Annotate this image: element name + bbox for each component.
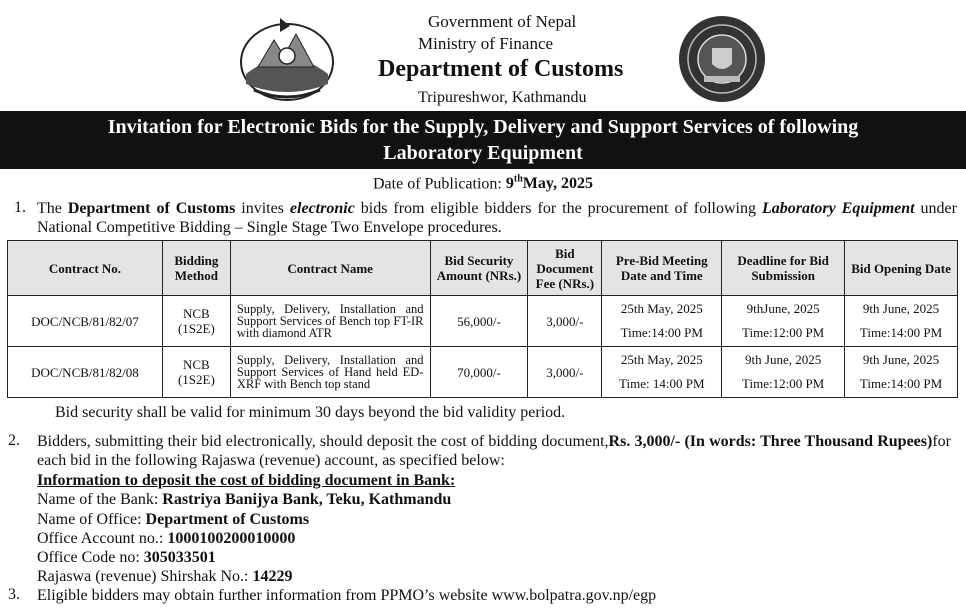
clause-1-department: Department of Customs bbox=[67, 200, 236, 217]
department-name: Department of Customs bbox=[378, 56, 624, 82]
account-label: Office Account no.: bbox=[37, 529, 168, 547]
document-fee-cell: 3,000/- bbox=[528, 347, 602, 398]
bank-info-title: Information to deposit the cost of bidding document in Bank: bbox=[37, 472, 456, 489]
clause-1-number: 1. bbox=[14, 199, 26, 216]
clause-2-amount: Rs. 3,000/- (In words: Three Thousand Rupees) bbox=[608, 433, 933, 450]
bid-validity-note: Bid security shall be valid for minimum 30 days beyond the bid validity period. bbox=[55, 404, 566, 421]
col-header: Bid Document Fee (NRs.) bbox=[528, 241, 602, 296]
bid-schedule-table bbox=[7, 240, 958, 398]
clause-3-text: Eligible bidders may obtain further information from PPMO’s website www.bolpatra.gov.np/egp bbox=[37, 587, 657, 604]
col-header: Contract No. bbox=[8, 241, 163, 296]
bank-name-line bbox=[37, 490, 455, 509]
col-header: Bid Opening Date bbox=[845, 241, 958, 296]
office-location: Tripureshwor, Kathmandu bbox=[418, 89, 587, 106]
shirshak-label: Rajaswa (revenue) Shirshak No.: bbox=[37, 568, 253, 586]
clause-1-part: bids from eligible bidders for the procurement of following bbox=[354, 200, 762, 217]
opening-cell bbox=[845, 347, 958, 398]
publication-month: May, 2025 bbox=[522, 175, 593, 193]
table-header-row bbox=[8, 241, 958, 296]
prebid-cell bbox=[602, 296, 722, 347]
deadline-cell bbox=[722, 347, 845, 398]
prebid-time: Time:14:00 PM bbox=[620, 325, 703, 340]
bid-security-cell: 56,000/- bbox=[430, 296, 528, 347]
contract-no-cell: DOC/NCB/81/82/07 bbox=[8, 296, 163, 347]
shirshak-line bbox=[37, 567, 455, 586]
nepal-emblem-icon bbox=[236, 12, 338, 104]
publication-day: 9 bbox=[505, 175, 514, 193]
bank-name-label: Name of the Bank: bbox=[37, 491, 163, 509]
clause-1-text bbox=[37, 199, 957, 237]
opening-date: 9th June, 2025 bbox=[862, 352, 940, 367]
clause-2-part: Bidders, submitting their bid electronically, should deposit the cost of bidding document, bbox=[37, 433, 609, 450]
ministry-name: Ministry of Finance bbox=[418, 34, 554, 53]
customs-seal-icon bbox=[674, 14, 770, 104]
prebid-date: 25th May, 2025 bbox=[620, 352, 703, 367]
opening-date: 9th June, 2025 bbox=[862, 301, 940, 316]
deadline-date: 9th June, 2025 bbox=[745, 352, 822, 367]
opening-time: Time:14:00 PM bbox=[859, 325, 943, 340]
opening-time: Time:14:00 PM bbox=[859, 376, 943, 391]
opening-cell bbox=[845, 296, 958, 347]
title-line-2: Laboratory Equipment bbox=[383, 142, 583, 164]
bank-info-block bbox=[37, 471, 455, 587]
document-fee-cell: 3,000/- bbox=[528, 296, 602, 347]
publication-date bbox=[0, 174, 966, 193]
col-header: Pre-Bid Meeting Date and Time bbox=[602, 241, 722, 296]
clause-3-number: 3. bbox=[8, 586, 20, 603]
prebid-date: 25th May, 2025 bbox=[620, 301, 703, 316]
account-line bbox=[37, 529, 455, 548]
bank-name-value: Rastriya Banijya Bank, Teku, Kathmandu bbox=[162, 491, 452, 509]
bidding-method-cell: NCB (1S2E) bbox=[162, 296, 230, 347]
col-header: Bid Security Amount (NRs.) bbox=[430, 241, 528, 296]
clause-1-equipment: Laboratory Equipment bbox=[761, 200, 915, 217]
table-row bbox=[8, 347, 958, 398]
clause-1-electronic: electronic bbox=[289, 200, 355, 217]
publication-prefix: Date of Publication: bbox=[373, 175, 506, 193]
office-name-value: Department of Customs bbox=[145, 510, 310, 528]
shirshak-value: 14229 bbox=[252, 568, 293, 586]
prebid-time: Time: 14:00 PM bbox=[619, 376, 705, 391]
office-name-line bbox=[37, 510, 455, 529]
title-line-1: Invitation for Electronic Bids for the Supply, Delivery and Support Services of following bbox=[107, 116, 859, 138]
col-header: Deadline for Bid Submission bbox=[722, 241, 845, 296]
title-banner bbox=[0, 111, 966, 169]
office-code-value: 305033501 bbox=[143, 549, 216, 567]
office-name-label: Name of Office: bbox=[37, 510, 146, 528]
clause-2-text bbox=[37, 432, 951, 470]
clause-2-number: 2. bbox=[8, 432, 20, 449]
clause-1-part: The bbox=[37, 200, 68, 217]
account-value: 1000100200010000 bbox=[167, 529, 296, 547]
bidding-method-cell: NCB (1S2E) bbox=[162, 347, 230, 398]
col-header: Contract Name bbox=[230, 241, 430, 296]
deadline-time: Time:12:00 PM bbox=[742, 376, 825, 391]
bid-security-cell: 70,000/- bbox=[430, 347, 528, 398]
deadline-cell bbox=[722, 296, 845, 347]
office-code-label: Office Code no: bbox=[37, 549, 144, 567]
clause-1-part: under National Competitive Bidding – Single Stage Two Envelope procedures. bbox=[37, 200, 957, 236]
col-header: Bidding Method bbox=[162, 241, 230, 296]
deadline-time: Time:12:00 PM bbox=[742, 325, 825, 340]
prebid-cell bbox=[602, 347, 722, 398]
contract-no-cell: DOC/NCB/81/82/08 bbox=[8, 347, 163, 398]
table-row bbox=[8, 296, 958, 347]
contract-name-cell: Supply, Delivery, Installation and Support Services of Hand held ED-XRF with Bench top stand bbox=[230, 347, 430, 398]
notice-header bbox=[0, 0, 966, 110]
government-name: Government of Nepal bbox=[428, 12, 577, 31]
deadline-date: 9thJune, 2025 bbox=[746, 301, 820, 316]
office-code-line bbox=[37, 548, 455, 567]
clause-1-part: invites bbox=[235, 200, 290, 217]
clause-2-part: for each bid in the following Rajaswa (revenue) account, as specified below: bbox=[37, 433, 951, 469]
publication-suffix: th bbox=[513, 174, 523, 185]
contract-name-cell: Supply, Delivery, Installation and Support Services of Bench top FT-IR with diamond ATR bbox=[230, 296, 430, 347]
